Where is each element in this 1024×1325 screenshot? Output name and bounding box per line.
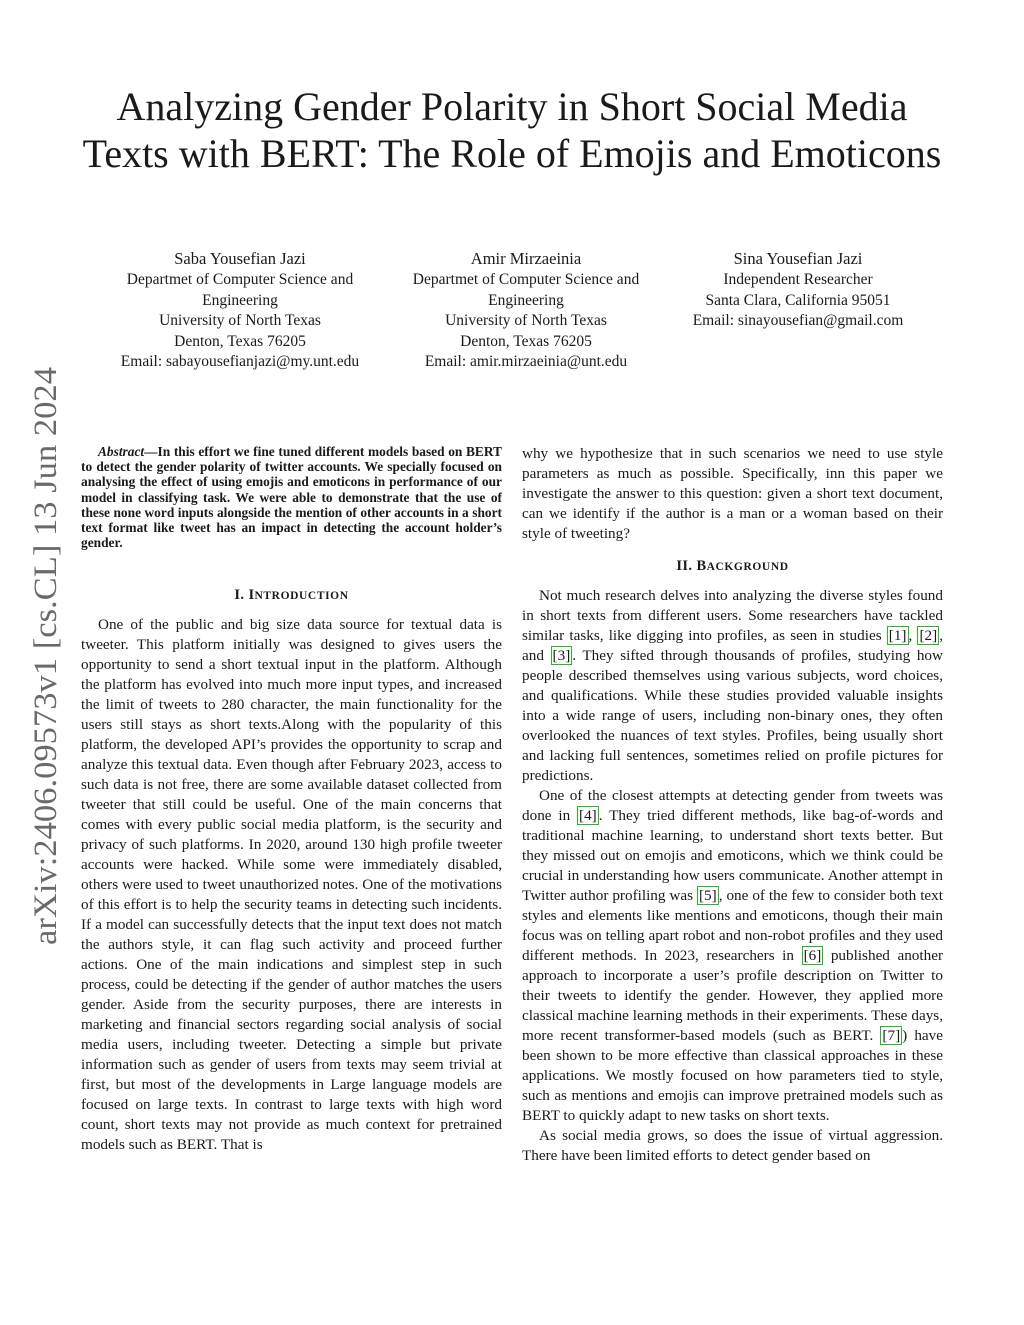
intro-continuation: why we hypothesize that in such scenarios we need to use style parameters as much as possible. Specifically, inn this paper we investigate the answer to this question: given a short text document, can we identify if the author is a man or a woman based on their style of tweeting?	[522, 445, 943, 542]
citation-link[interactable]: [6]	[803, 947, 822, 964]
author-department: Departmet of Computer Science and Engineering	[126, 271, 354, 309]
author-organization: University of North Texas	[445, 312, 607, 329]
background-paragraph-1: Not much research delves into analyzing the diverse styles found in short texts from different users. Some researchers have tackled similar tasks, like digging into profiles, as seen in studies [1] , [2] , and [3] . They sifted through thousands of profiles, studying how people described themselves using various subjects, word choices, and qualifications. While these studies provided valuable insights into a wide range of users, including non-binary ones, they often overlooked the nuances of text styles. Profiles, being usually short and lacking full sentences, sometimes relied on profile pictures for predictions.	[522, 587, 943, 784]
author-name: Sina Yousefian Jazi	[733, 249, 863, 268]
citation-link[interactable]: [3]	[552, 647, 571, 664]
citation-link[interactable]: [2]	[919, 627, 938, 644]
arxiv-side-stamp	[20, 365, 70, 945]
background-paragraph-2: One of the closest attempts at detecting gender from tweets was done in [4] . They tried different methods, like bag-of-words and traditional machine learning, to understand short texts better. But they missed out on emojis and emoticons, which we think could be crucial in understanding how users communicate. Another attempt in Twitter author profiling was [5] , one of the few to consider both text styles and elements like mentions and emoticons, though their main focus was on telling apart robot and non-robot profiles and they used different methods. In 2023, researchers in [6] published another approach to incorporate a user’s profile description on Twitter to their tweets to identify the gender. However, they applied more classical machine learning methods in their experiments. These days, more recent transformer-based models (such as BERT. [7] ) have been shown to be more effective than classical approaches in these applications. We mostly focused on how parameters tied to style, such as mentions and emojis can improve pretrained models such as BERT to quickly adapt to new tasks on short texts.	[522, 787, 944, 1124]
citation-link[interactable]: [7]	[882, 1027, 901, 1044]
author-city: Denton, Texas 76205	[460, 332, 592, 350]
author-organization: University of North Texas	[159, 312, 321, 329]
abstract	[81, 444, 502, 550]
background-paragraph-3: As social media grows, so does the issue of virtual aggression. There have been limited efforts to detect gender based on	[522, 1127, 943, 1164]
author-city: Santa Clara, California 95051	[705, 291, 891, 309]
abstract-text: —In this effort we fine tuned different models based on BERT to detect the gender polarity of twitter accounts. We specially focused on analysing the effect of using emojis and emoticons in performance of our model in classifying task. We were able to demonstrate that the use of these none word inputs alongside the mention of other accounts in a short text format like tweet has an impact in detecting the account holder’s gender.	[81, 444, 502, 551]
citation-link[interactable]: [4]	[579, 807, 597, 824]
intro-paragraph: One of the public and big size data source for textual data is tweeter. This platform initially was designed to gives users the opportunity to send a short textual input in the platform. Although the platform has evolved into much more input types, and increased the limit of tweets to 280 character, the main functionality for the users still stays as short texts.Along with the popularity of this platform, the developed API’s provides the opportunity to scrap and analyze this textual data. Even though after February 2023, access to such data is not free, there are some available dataset collected from tweeter that still could be useful. One of the main concerns that comes with every public social media platform, is the security and privacy of such platforms. In 2020, around 130 high profile tweeter accounts were hacked. While some were immediately disabled, others were used to tweet unauthorized notes. One of the motivations of this effort is to help the security teams in detecting such incidents. If a model can successfully detects that the input text does not match the authors style, it can flag such activity and proceed further actions. One of the main indications and simplest step in such process, could be detecting if the gender of author matches the users gender. Aside from the security purposes, there are interests in marketing and financial sectors regarding social analysis of social media users, including tweeter. Detecting a simple but private information such as gender of users from texts may seem trivial at first, but most of the developments in Large language models are focused on large texts. In contrast to large texts with high word count, short texts may not provide as much context for pretrained models such as BERT. That is	[81, 616, 502, 1154]
author-email: Email: sabayousefianjazi@my.unt.edu	[120, 353, 360, 370]
section-heading-background: II. BACKGROUND	[676, 558, 789, 574]
author-city: Denton, Texas 76205	[174, 332, 306, 350]
author-department: Departmet of Computer Science and Engineering	[412, 271, 640, 309]
citation-link[interactable]: [5]	[698, 887, 717, 904]
arxiv-identifier: arXiv:2406.09573v1 [cs.CL] 13 Jun 2024	[28, 393, 64, 945]
author-3	[668, 248, 928, 332]
author-1	[92, 248, 388, 373]
right-column	[522, 444, 943, 1166]
paper-title: Analyzing Gender Polarity in Short Social Media Texts with BERT: The Role of Emojis and Emoticons	[82, 84, 942, 176]
citation-link[interactable]: [1]	[888, 627, 907, 644]
author-organization: Independent Researcher	[723, 271, 873, 288]
author-2	[378, 248, 674, 373]
author-name: Saba Yousefian Jazi	[174, 249, 306, 268]
author-block	[92, 248, 932, 378]
section-heading-introduction: I. INTRODUCTION	[234, 587, 349, 604]
author-email: Email: amir.mirzaeinia@unt.edu	[424, 353, 628, 370]
left-column	[81, 444, 502, 1155]
abstract-label: Abstract	[98, 444, 145, 459]
author-name: Amir Mirzaeinia	[470, 249, 582, 268]
author-email: Email: sinayousefian@gmail.com	[692, 312, 904, 329]
